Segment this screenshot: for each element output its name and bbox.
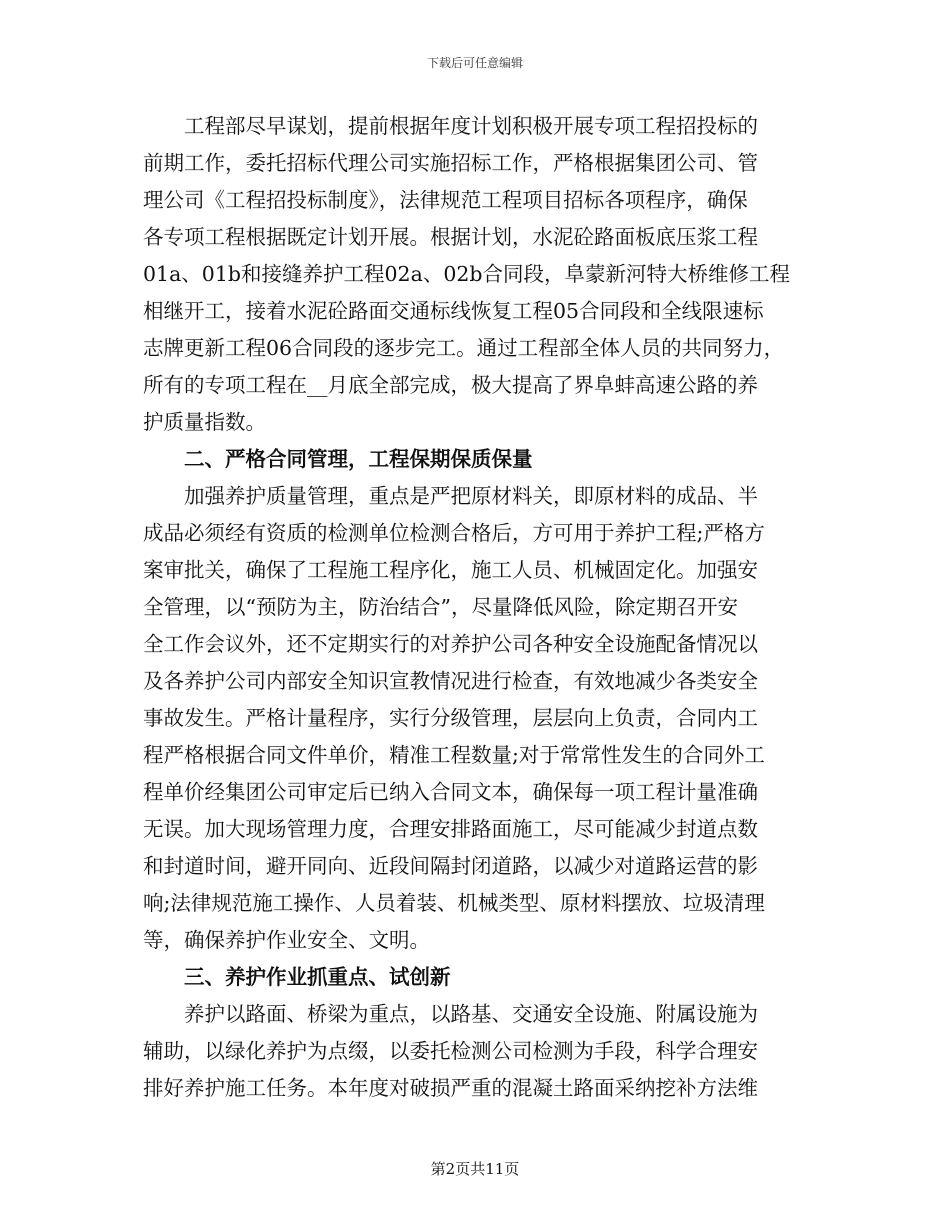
paragraph-line: 全工作会议外，还不定期实行的对养护公司各种安全设施配备情况以 xyxy=(143,632,758,656)
paragraph-line: 全管理，以“预防为主，防治结合”，尽量降低风险，除定期召开安 xyxy=(143,595,738,619)
paragraph-line: 排好养护施工任务。本年度对破损严重的混凝土路面采纳挖补方法维 xyxy=(143,1076,758,1100)
section-heading: 二、严格合同管理，工程保期保质保量 xyxy=(184,447,533,471)
page-number: 第2页共11页 xyxy=(430,1160,520,1178)
paragraph-line: 成品必须经有资质的检测单位检测合格后，方可用于养护工程;严格方 xyxy=(143,521,765,545)
paragraph-line: 及各养护公司内部安全知识宣教情况进行检查，有效地减少各类安全 xyxy=(143,669,758,693)
paragraph-line: 护质量指数。 xyxy=(143,410,266,434)
paragraph-line: 和封道时间，避开同向、近段间隔封闭道路，以减少对道路运营的影 xyxy=(143,854,758,878)
paragraph-line: 事故发生。严格计量程序，实行分级管理，层层向上负责，合同内工 xyxy=(143,706,758,730)
paragraph-line: 所有的专项工程在__月底全部完成，极大提高了界阜蚌高速公路的养 xyxy=(143,373,758,397)
paragraph-line: 程单价经集团公司审定后已纳入合同文本，确保每一项工程计量准确 xyxy=(143,780,758,804)
paragraph-line: 等，确保养护作业安全、文明。 xyxy=(143,928,430,952)
paragraph-line: 工程部尽早谋划，提前根据年度计划积极开展专项工程招投标的 xyxy=(184,114,758,138)
paragraph-line: 程严格根据合同文件单价，精准工程数量;对于常常性发生的合同外工 xyxy=(143,743,765,767)
paragraph-line: 响;法律规范施工操作、人员着装、机械类型、原材料摆放、垃圾清理 xyxy=(143,891,765,915)
document-body xyxy=(143,108,807,1107)
paragraph-line: 无误。加大现场管理力度，合理安排路面施工，尽可能减少封道点数 xyxy=(143,817,758,841)
paragraph-line: 志牌更新工程06合同段的逐步完工。通过工程部全体人员的共同努力， xyxy=(143,336,785,360)
paragraph-line: 前期工作，委托招标代理公司实施招标工作，严格根据集团公司、管 xyxy=(143,151,758,175)
paragraph-line: 加强养护质量管理，重点是严把原材料关，即原材料的成品、半 xyxy=(184,484,758,508)
paragraph-line: 相继开工，接着水泥砼路面交通标线恢复工程05合同段和全线限速标 xyxy=(143,299,764,323)
paragraph-line: 01a、01b和接缝养护工程02a、02b合同段，阜蒙新河特大桥维修工程 xyxy=(143,262,791,286)
paragraph-line: 理公司《工程招投标制度》，法律规范工程项目招标各项程序，确保 xyxy=(143,188,748,212)
paragraph-line: 养护以路面、桥梁为重点，以路基、交通安全设施、附属设施为 xyxy=(184,1002,758,1026)
paragraph-line: 案审批关，确保了工程施工程序化，施工人员、机械固定化。加强安 xyxy=(143,558,758,582)
paragraph-line: 各专项工程根据既定计划开展。根据计划，水泥砼路面板底压浆工程 xyxy=(143,225,758,249)
section-heading: 三、养护作业抓重点、试创新 xyxy=(184,965,451,989)
paragraph-line: 辅助，以绿化养护为点缀，以委托检测公司检测为手段，科学合理安 xyxy=(143,1039,758,1063)
header-note: 下载后可任意编辑 xyxy=(426,56,523,70)
